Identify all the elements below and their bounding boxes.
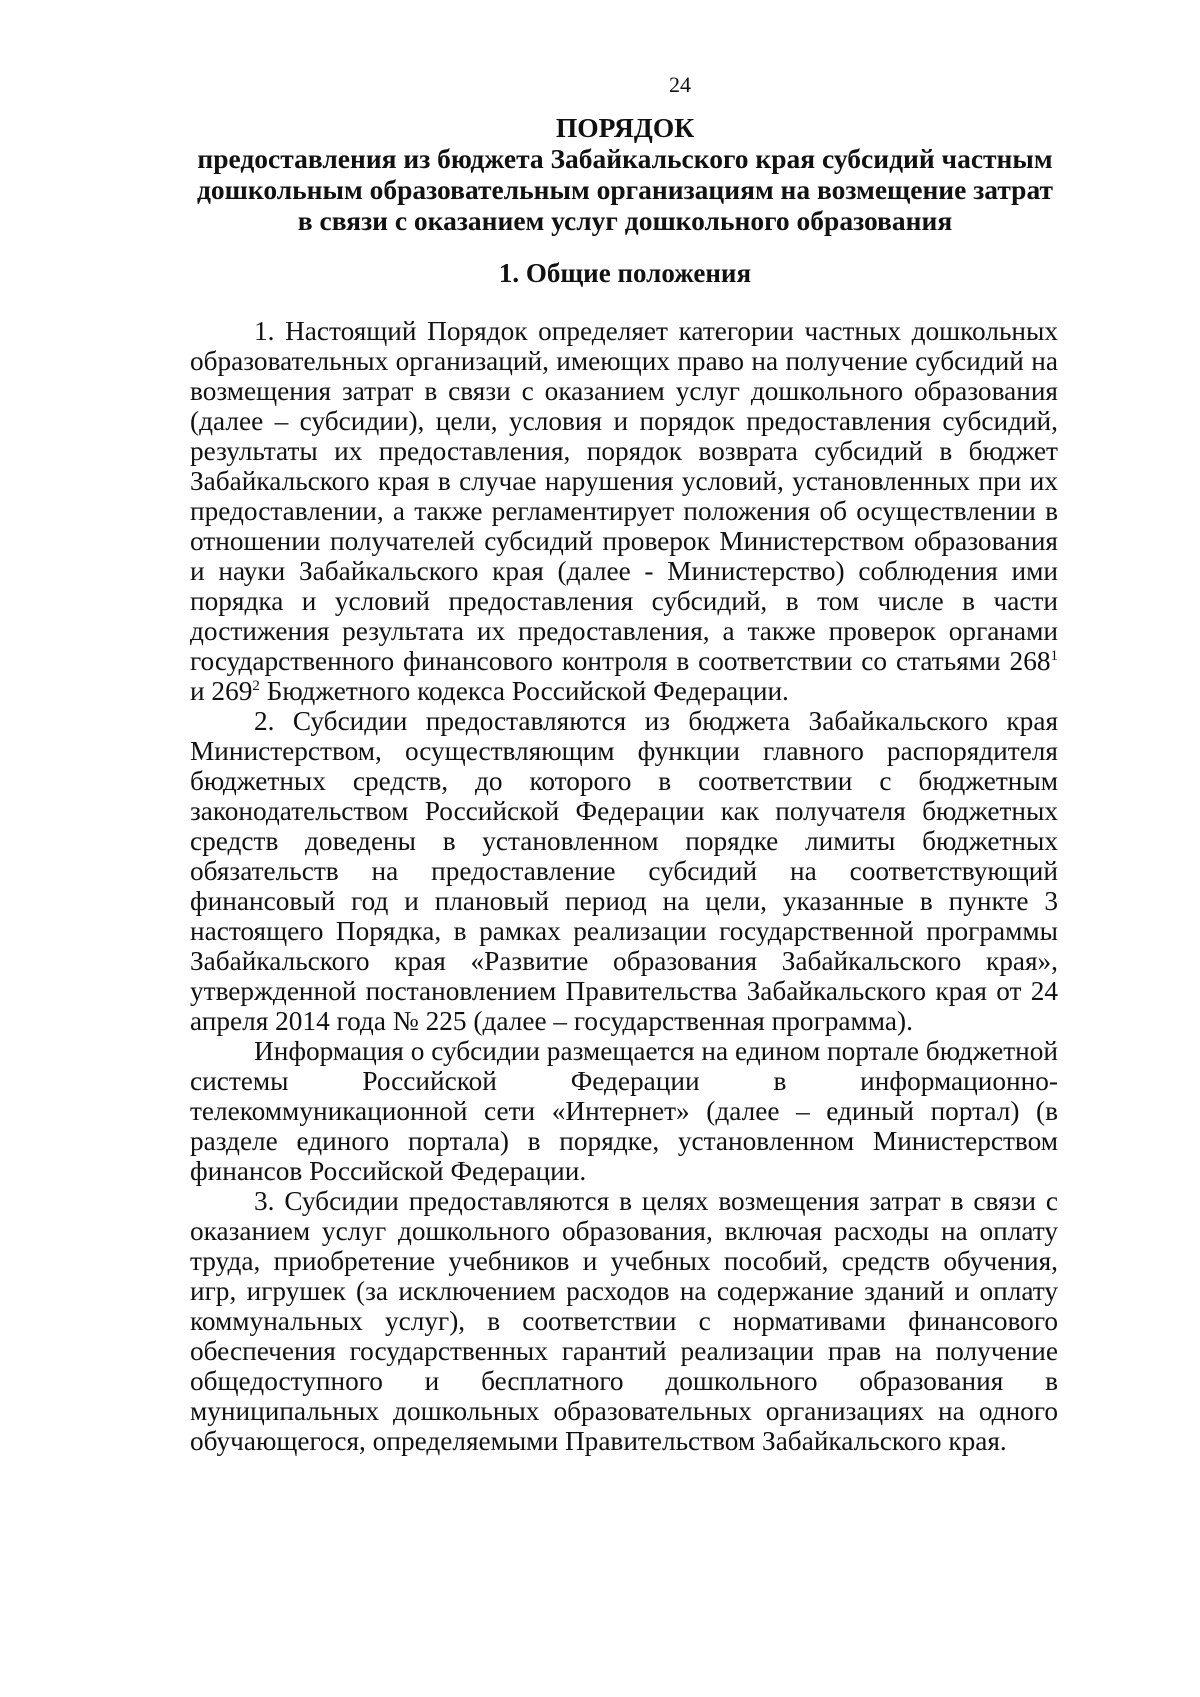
paragraph-1-text: 1. Настоящий Порядок определяет категории частных дошкольных образовательных организаций, имеющих право на получение субсидий на возмещения затрат в связи с оказанием услуг дошкольного образования (далее – субсидии), цели, условия и порядок предоставления субсидий, результаты их предоставления, порядок возврата субсидий в бюджет Забайкальского края в случае нарушения условий, установленных при их предоставлении, а также регламентирует положения об осуществлении в отношении получателей субсидий проверок Министерством образования и науки Забайкальского края (далее - Министерство) соблюдения ими порядка и условий предоставления субсидий, в том числе в части достижения результата их предоставления, а также проверок органами государственного финансового контроля в соответствии со статьями 268: [190, 316, 1058, 676]
section-heading: 1. Общие положения: [498, 258, 752, 288]
document-header: [190, 112, 1060, 236]
document-title: ПОРЯДОК: [555, 112, 695, 143]
paragraph-1-between: и 269: [190, 676, 253, 706]
paragraph-3: Информация о субсидии размещается на едином портале бюджетной системы Российской Федерации в информационно-телекоммуникационной сети «Интернет» (далее – единый портал) (в разделе единого портала) в порядке, установленном Министерством финансов Российской Федерации.: [190, 1036, 1058, 1186]
paragraph-1: [190, 316, 1058, 706]
document-subtitle-line-3: в связи с оказанием услуг дошкольного образования: [297, 205, 953, 236]
document-subtitle-line-2: дошкольным образовательным организациям на возмещение затрат: [196, 174, 1054, 205]
body-text: [190, 316, 1058, 1456]
page-number: 24: [669, 72, 691, 97]
paragraph-2: 2. Субсидии предоставляются из бюджета Забайкальского края Министерством, осуществляющим функции главного распорядителя бюджетных средств, до которого в соответствии с бюджетным законодательством Российской Федерации как получателя бюджетных средств доведены в установленном порядке лимиты бюджетных обязательств на предоставление субсидий на соответствующий финансовый год и плановый период на цели, указанные в пункте 3 настоящего Порядка, в рамках реализации государственной программы Забайкальского края «Развитие образования Забайкальского края», утвержденной постановлением Правительства Забайкальского края от 24 апреля 2014 года № 225 (далее – государственная программа).: [190, 706, 1058, 1036]
paragraph-4: 3. Субсидии предоставляются в целях возмещения затрат в связи с оказанием услуг дошкольного образования, включая расходы на оплату труда, приобретение учебников и учебных пособий, средств обучения, игр, игрушек (за исключением расходов на содержание зданий и оплату коммунальных услуг), в соответствии с нормативами финансового обеспечения государственных гарантий реализации прав на получение общедоступного и бесплатного дошкольного образования в муниципальных дошкольных образовательных организациях на одного обучающегося, определяемыми Правительством Забайкальского края.: [190, 1186, 1058, 1456]
footnote-superscript-2: 2: [252, 677, 260, 694]
document-subtitle-line-1: предоставления из бюджета Забайкальского края субсидий частным: [197, 143, 1053, 174]
paragraph-1-end: Бюджетного кодекса Российской Федерации.: [259, 676, 789, 706]
footnote-superscript-1: 1: [1050, 647, 1058, 664]
